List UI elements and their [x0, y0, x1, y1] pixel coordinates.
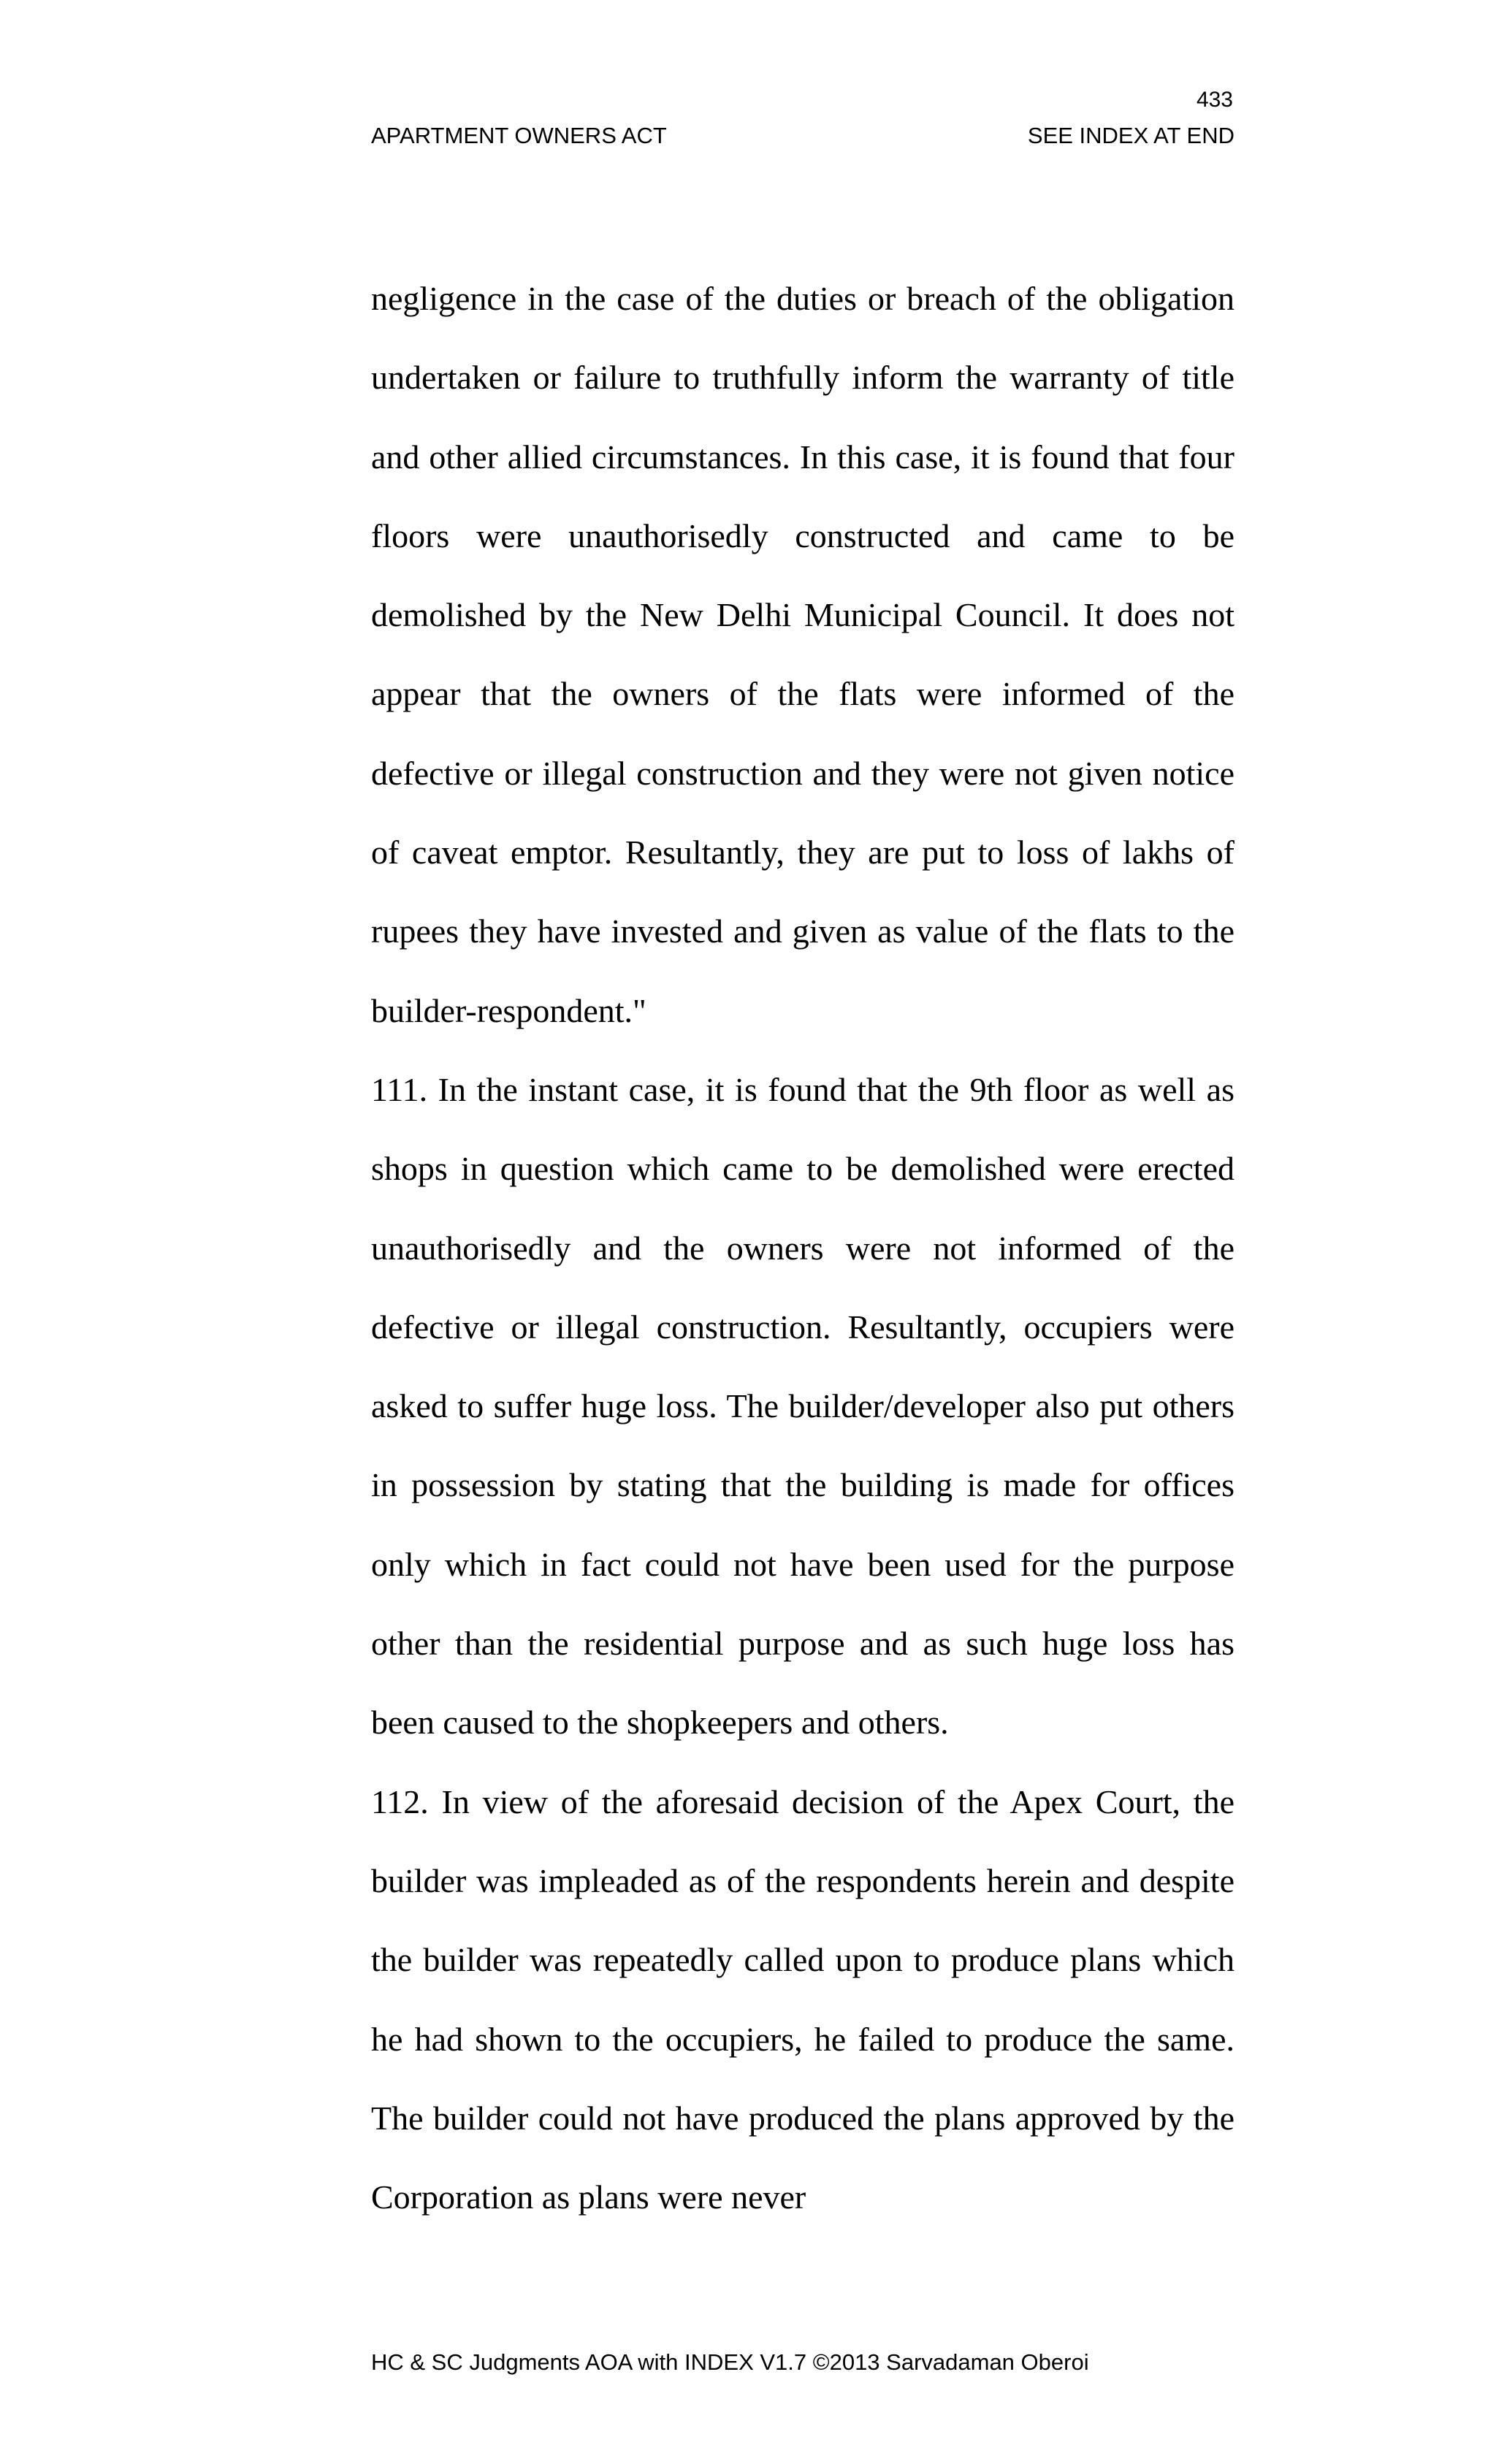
page-number: 433: [1196, 88, 1233, 112]
paragraph-continued: negligence in the case of the duties or breach of the obligation undertaken or failure to truthfully inform the warranty of title and other allied circumstances. In this case, it is found that four floors were unauthorisedly constructed and came to be demolished by the New Delhi Municipal Council. It does not appear that the owners of the flats were informed of the defective or illegal construction and they were not given notice of caveat emptor. Resultantly, they are put to loss of lakhs of rupees they have invested and given as value of the flats to the builder-respondent.": [371, 280, 1234, 1029]
paragraph-112: 112. In view of the aforesaid decision of the Apex Court, the builder was impleaded as of the respondents herein and despite the builder was repeatedly called upon to produce plans which he had shown to the occupiers, he failed to produce the same. The builder could not have produced the plans approved by the Corporation as plans were never: [371, 1782, 1234, 2216]
running-header: [371, 123, 1234, 149]
header-index-note: SEE INDEX AT END: [1027, 123, 1234, 148]
header-act-title: APARTMENT OWNERS ACT: [371, 123, 667, 148]
running-footer: HC & SC Judgments AOA with INDEX V1.7 ©2013 Sarvadaman Oberoi: [371, 2349, 1089, 2375]
paragraph-111: 111. In the instant case, it is found that the 9th floor as well as shops in question which came to be demolished were erected unauthorisedly and the owners were not informed of the defective or illegal construction. Resultantly, occupiers were asked to suffer huge loss. The builder/developer also put others in possession by stating that the building is made for offices only which in fact could not have been used for the purpose other than the residential purpose and as such huge loss has been caused to the shopkeepers and others.: [371, 1070, 1234, 1742]
judgment-text: [371, 259, 1234, 2237]
